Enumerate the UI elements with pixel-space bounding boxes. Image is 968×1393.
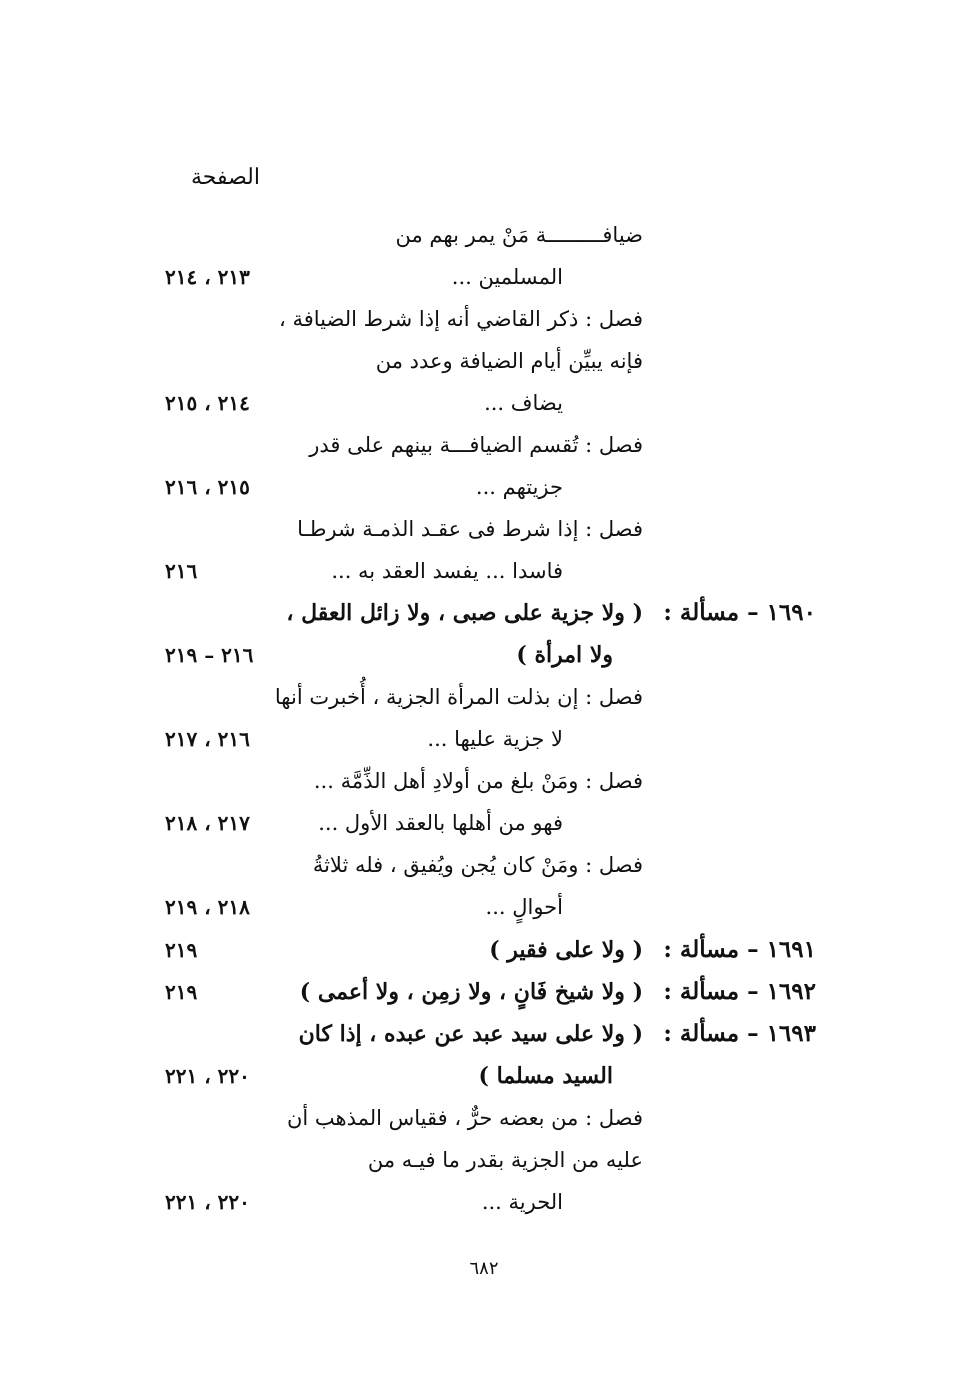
- entry-text: فهو من أهلها بالعقد الأول ...: [318, 811, 563, 835]
- page-reference: ٢١٤ ، ٢١٥: [165, 391, 250, 415]
- page-reference: ٢١٥ ، ٢١٦: [165, 475, 250, 499]
- index-entry: [0, 298, 968, 340]
- index-entry: [0, 971, 968, 1013]
- entry-text: ( ولا شيخ فَانٍ ، ولا زمِن ، ولا أعمى ): [299, 979, 643, 1005]
- entry-text: فصل : تُقسم الضيافـــة بينهم على قدر: [309, 433, 643, 457]
- entry-text: ( ولا جزية على صبى ، ولا زائل العقل ،: [286, 600, 643, 626]
- entry-text: ( ولا على فقير ): [489, 937, 643, 963]
- page-reference: ٢٢٠ ، ٢٢١: [165, 1190, 250, 1214]
- page-reference: ٢١٧ ، ٢١٨: [165, 811, 250, 835]
- page-reference: ٢١٨ ، ٢١٩: [165, 895, 250, 919]
- index-entry: [0, 466, 968, 508]
- index-entry: [0, 676, 968, 718]
- page-reference: ٢١٦ – ٢١٩: [165, 643, 254, 667]
- entry-text: فصل : ومَنْ بلغ من أولادِ أهل الذِّمَّة ...: [313, 769, 643, 793]
- index-entry: [0, 802, 968, 844]
- index-entry: [0, 1013, 968, 1055]
- masala-label: ١٦٩٣ – مسألة :: [663, 1020, 816, 1047]
- entry-text: ضيافـــــــــة مَنْ يمر بهم من: [395, 223, 643, 247]
- masala-label: ١٦٩٠ – مسألة :: [663, 599, 816, 626]
- index-entry: [0, 886, 968, 928]
- entry-text: المسلمين ...: [451, 265, 563, 289]
- masala-label: ١٦٩٢ – مسألة :: [663, 978, 816, 1005]
- entry-text: ولا امرأة ): [516, 642, 613, 668]
- page-number: ٦٨٢: [469, 1258, 499, 1279]
- entry-text: فصل : إذا شرط فى عقـد الذمـة شرطـا: [297, 517, 643, 541]
- index-entry: [0, 550, 968, 592]
- entry-text: جزيتهم ...: [475, 475, 563, 499]
- entry-text: فصل : من بعضه حرٌّ ، فقياس المذهب أن: [286, 1106, 643, 1130]
- index-entry: [0, 1055, 968, 1097]
- entry-text: عليه من الجزية بقدر ما فيـه من: [367, 1148, 643, 1172]
- index-entry: [0, 844, 968, 886]
- index-entry: [0, 256, 968, 298]
- entry-text: فصل : ومَنْ كان يُجن ويُفيق ، فله ثلاثةُ: [312, 853, 643, 877]
- entry-text: لا جزية عليها ...: [427, 727, 563, 751]
- entry-text: الحرية ...: [481, 1190, 563, 1214]
- index-entry: [0, 382, 968, 424]
- entry-text: فصل : ذكر القاضي أنه إذا شرط الضيافة ،: [279, 307, 643, 331]
- index-entry: [0, 214, 968, 256]
- page-reference: ٢١٣ ، ٢١٤: [165, 265, 250, 289]
- index-entry: [0, 718, 968, 760]
- entry-text: أحوالٍ ...: [485, 895, 563, 919]
- entry-text: يضاف ...: [484, 391, 563, 415]
- page-reference: ٢١٦ ، ٢١٧: [165, 727, 250, 751]
- entry-text: ( ولا على سيد عبد عن عبده ، إذا كان: [298, 1021, 643, 1047]
- entry-text: فإنه يبيِّن أيام الضيافة وعدد من: [375, 349, 643, 373]
- index-entry: [0, 424, 968, 466]
- index-entry: [0, 929, 968, 971]
- page-reference: ٢٢٠ ، ٢٢١: [165, 1064, 250, 1088]
- index-entry: [0, 340, 968, 382]
- page-column-header: الصفحة: [190, 165, 260, 190]
- entry-text: فاسدا ... يفسد العقد به ...: [331, 559, 563, 583]
- index-entry: [0, 1139, 968, 1181]
- entry-text: فصل : إن بذلت المرأة الجزية ، أُخبرت أنها: [274, 685, 643, 709]
- index-entry: [0, 634, 968, 676]
- index-entry: [0, 1181, 968, 1223]
- index-entry: [0, 760, 968, 802]
- index-entry: [0, 508, 968, 550]
- page-reference: ٢١٩: [165, 938, 198, 962]
- index-entry: [0, 1097, 968, 1139]
- entry-text: السيد مسلما ): [478, 1063, 613, 1089]
- page-reference: ٢١٩: [165, 980, 198, 1004]
- index-entry: [0, 592, 968, 634]
- page-reference: ٢١٦: [165, 559, 198, 583]
- masala-label: ١٦٩١ – مسألة :: [663, 936, 816, 963]
